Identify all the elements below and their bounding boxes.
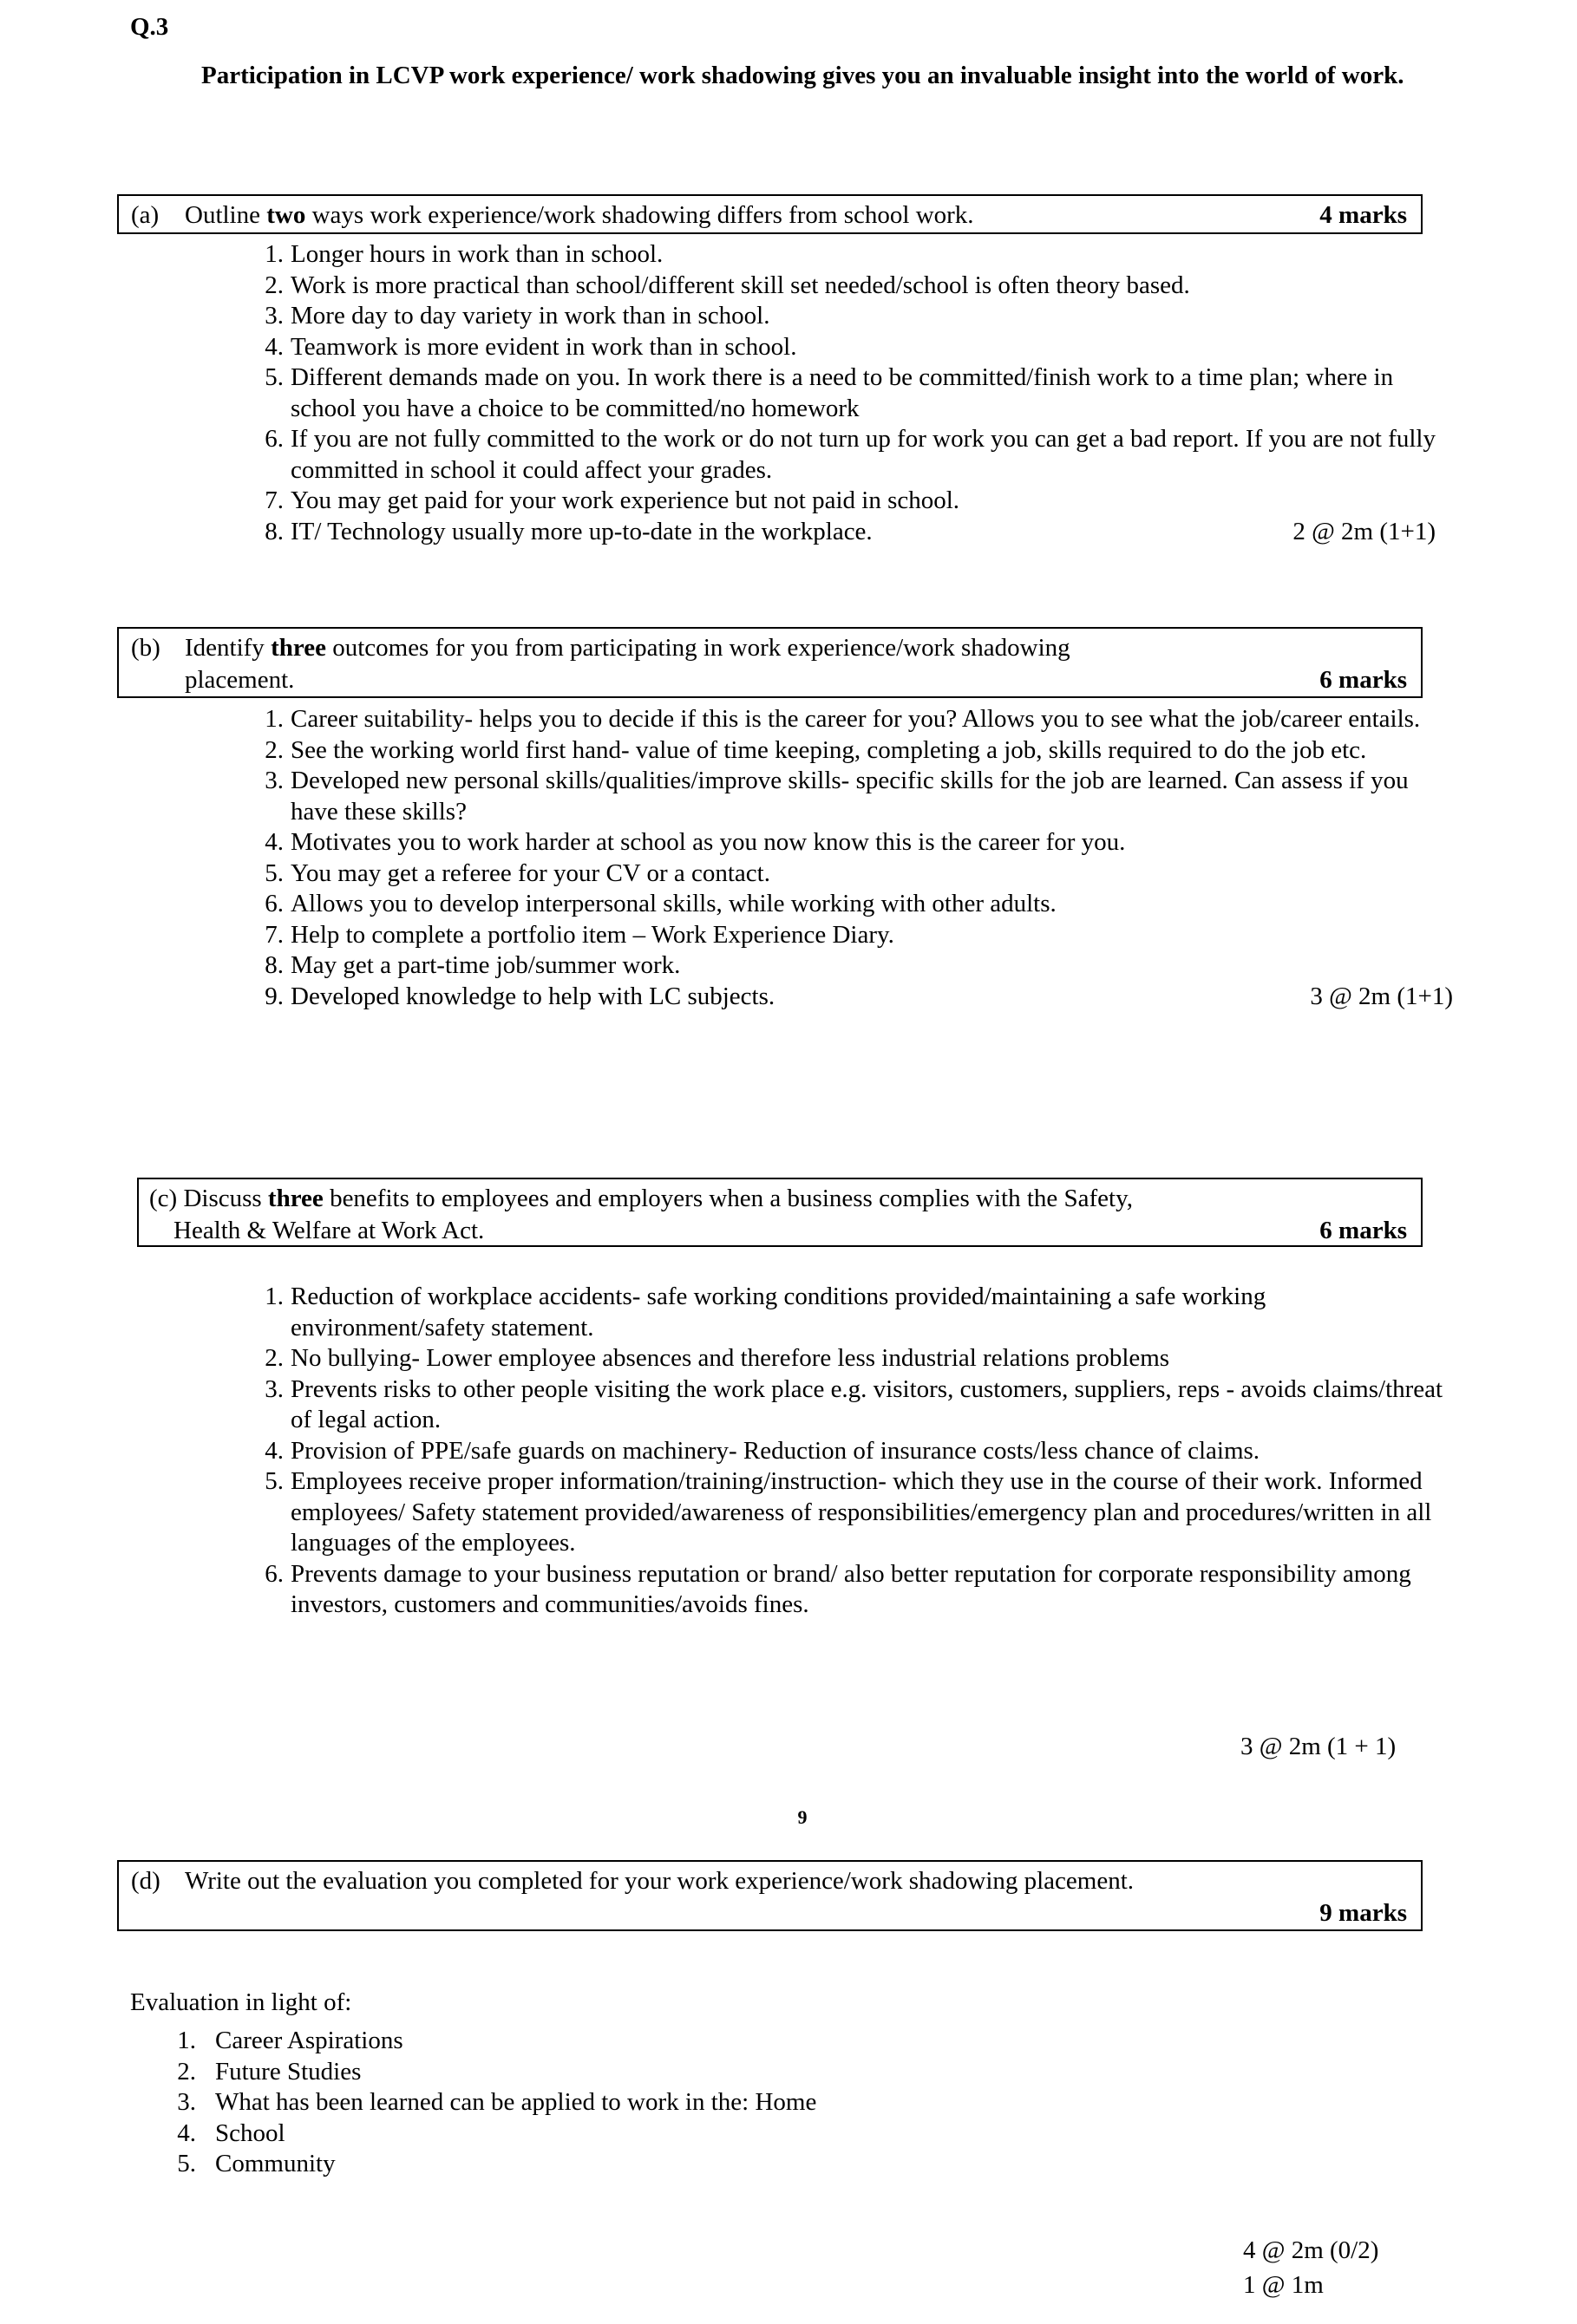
part-c-question-box: [137, 1178, 1423, 1247]
list-item: [256, 920, 1453, 951]
list-text: See the working world first hand- value of time keeping, completing a job, skills required to do the job etc.: [291, 735, 1367, 764]
list-number: 6.: [265, 890, 284, 918]
list-number: 2.: [177, 2057, 196, 2086]
list-number: 2.: [265, 271, 284, 299]
part-a-question-box: [117, 194, 1423, 234]
list-item: [256, 982, 1453, 1013]
part-b-prompt-before: Identify: [185, 634, 272, 662]
list-number: 7.: [265, 486, 284, 515]
list-text: Career suitability- helps you to decide if this is the career for you? Allows you to see what the job/career entails.: [291, 705, 1421, 733]
part-b-prompt-line2: placement.: [185, 665, 295, 694]
part-c-answer-list: [256, 1282, 1453, 1621]
part-c-prompt-after: benefits to employees and employers when a business complies with the Safety,: [323, 1185, 1133, 1212]
list-item: [256, 332, 1436, 363]
list-number: 8.: [265, 951, 284, 980]
list-text: Allows you to develop interpersonal skills, while working with other adults.: [291, 890, 1057, 918]
part-b-prompt-after: outcomes for you from participating in work experience/work shadowing: [325, 634, 1070, 662]
list-text: IT/ Technology usually more up-to-date in the workplace.: [291, 517, 873, 545]
list-item: [256, 271, 1436, 302]
list-number: 5.: [177, 2150, 196, 2178]
list-number: 3.: [265, 302, 284, 330]
list-text: Different demands made on you. In work there is a need to be committed/finish work to a time plan; where in school you have a choice to be committed/no homework: [291, 363, 1394, 422]
part-b-prompt-row2: [131, 664, 1412, 696]
list-item: [256, 766, 1453, 827]
list-number: 5.: [265, 1467, 284, 1496]
list-text: Motivates you to work harder at school as you now know this is the career for you.: [291, 828, 1126, 857]
part-c-tag: (c): [149, 1185, 178, 1212]
part-b-marks: 6 marks: [1319, 665, 1407, 694]
list-text: Community: [215, 2150, 336, 2178]
part-b-prompt-bold: three: [271, 634, 326, 662]
list-text: Career Aspirations: [215, 2027, 403, 2054]
list-text: Reduction of workplace accidents- safe working conditions provided/maintaining a safe working environment/safety statement.: [291, 1283, 1266, 1342]
list-number: 6.: [265, 425, 284, 454]
page-number: 9: [797, 1806, 808, 1828]
list-number: 2.: [265, 735, 284, 764]
list-number: 3.: [265, 767, 284, 795]
list-item: [165, 2026, 1206, 2057]
part-d-answer-list: [165, 2026, 1206, 2180]
part-d-question-box: [117, 1860, 1423, 1931]
list-number: 4.: [265, 828, 284, 857]
list-item: [256, 950, 1453, 982]
part-d-allocation-line2: 1 @ 1m: [1243, 2271, 1324, 2299]
list-item: [256, 735, 1453, 767]
list-text: Help to complete a portfolio item – Work Experience Diary.: [291, 920, 894, 949]
part-b-prompt-row: [131, 632, 1412, 664]
list-text: School: [215, 2118, 285, 2147]
part-d-prompt: Write out the evaluation you completed for your work experience/work shadowing placement.: [185, 1867, 1135, 1895]
part-d-marks-row: [131, 1897, 1412, 1929]
list-item: [256, 362, 1436, 424]
part-a-prompt-row: [131, 199, 1412, 232]
list-item: [256, 424, 1436, 486]
list-text: What has been learned can be applied to work in the: Home: [215, 2088, 817, 2117]
list-item: [256, 301, 1436, 332]
list-text: Prevents risks to other people visiting the work place e.g. visitors, customers, suppliers, reps - avoids claims/threat of legal action.: [291, 1374, 1443, 1434]
list-text: If you are not fully committed to the work or do not turn up for work you can get a bad report. If you are not fully committed in school it could affect your grades.: [291, 425, 1436, 484]
list-text: Work is more practical than school/different skill set needed/school is often theory based.: [291, 271, 1190, 299]
list-text: Developed new personal skills/qualities/improve skills- specific skills for the job are learned. Can assess if you have these skills?: [291, 767, 1409, 826]
part-b-question-box: [117, 627, 1423, 698]
list-text: You may get a referee for your CV or a contact.: [291, 858, 770, 887]
part-c-prompt-row2: [149, 1215, 1412, 1247]
list-number: 1.: [265, 1283, 284, 1310]
list-text: Teamwork is more evident in work than in school.: [291, 332, 797, 361]
part-d-allocation-line1: 4 @ 2m (0/2): [1243, 2236, 1379, 2264]
part-c-prompt-row: [149, 1183, 1412, 1215]
list-item: [256, 1436, 1453, 1467]
list-number: 3.: [265, 1374, 284, 1403]
list-item: [165, 2087, 1206, 2118]
list-text: May get a part-time job/summer work.: [291, 951, 681, 980]
list-number: 2.: [265, 1344, 284, 1373]
list-item: [165, 2057, 1206, 2088]
list-text: Employees receive proper information/training/instruction- which they use in the course of their work. Informed employees/ Safety statement provided/awareness of responsibilities/emergency plan and procedures/written in all languages of the employees.: [291, 1467, 1432, 1557]
part-b-allocation: 3 @ 2m (1+1): [1310, 982, 1453, 1010]
list-number: 6.: [265, 1559, 284, 1588]
part-a-answer-list: [256, 239, 1436, 547]
list-number: 1.: [177, 2027, 196, 2054]
list-item: [256, 1466, 1453, 1559]
list-text: Developed knowledge to help with LC subjects.: [291, 982, 775, 1010]
list-number: 1.: [265, 240, 284, 268]
part-c-prompt-line2: Health & Welfare at Work Act.: [173, 1216, 485, 1244]
list-item: [256, 704, 1453, 735]
part-d-marks: 9 marks: [1319, 1898, 1407, 1927]
part-c-prompt-bold: three: [267, 1185, 324, 1212]
list-text: More day to day variety in work than in school.: [291, 302, 770, 330]
list-number: 1.: [265, 705, 284, 733]
list-item: [256, 1374, 1453, 1436]
list-number: 5.: [265, 363, 284, 392]
list-number: 4.: [177, 2118, 196, 2147]
list-number: 5.: [265, 858, 284, 887]
list-number: 4.: [265, 332, 284, 361]
list-item: [256, 517, 1436, 548]
part-b-answer-list: [256, 704, 1453, 1012]
list-text: Prevents damage to your business reputation or brand/ also better reputation for corporate responsibility among investors, customers and communities/avoids fines.: [291, 1559, 1411, 1619]
part-b-tag: (b): [131, 634, 160, 662]
list-text: No bullying- Lower employee absences and therefore less industrial relations problems: [291, 1344, 1170, 1373]
part-c-marks: 6 marks: [1319, 1216, 1407, 1244]
part-a-allocation: 2 @ 2m (1+1): [1292, 517, 1436, 545]
evaluation-intro: Evaluation in light of:: [130, 1988, 352, 2016]
list-item: [256, 1559, 1453, 1621]
part-a-tag: (a): [131, 201, 160, 229]
list-item: [256, 827, 1453, 858]
list-item: [165, 2118, 1206, 2150]
list-number: 8.: [265, 517, 284, 545]
list-text: You may get paid for your work experience but not paid in school.: [291, 486, 960, 515]
question-label: Q.3: [130, 13, 169, 41]
part-d-prompt-row: [131, 1865, 1412, 1897]
list-item: [165, 2149, 1206, 2180]
list-item: [256, 889, 1453, 920]
part-d-tag: (d): [131, 1867, 160, 1895]
part-a-prompt-bold: two: [266, 201, 306, 229]
list-item: [256, 858, 1453, 890]
part-c-prompt-before: Discuss: [183, 1185, 268, 1212]
list-item: [256, 239, 1436, 271]
list-item: [256, 1282, 1453, 1343]
list-text: Provision of PPE/safe guards on machinery- Reduction of insurance costs/less chance of claims.: [291, 1436, 1260, 1465]
question-heading: Participation in LCVP work experience/ work shadowing gives you an invaluable insight into the world of work.: [201, 62, 1404, 89]
list-number: 3.: [177, 2088, 196, 2117]
part-a-prompt-before: Outline: [185, 201, 267, 229]
list-number: 4.: [265, 1436, 284, 1465]
part-a-marks: 4 marks: [1319, 201, 1407, 229]
list-number: 9.: [265, 982, 284, 1010]
list-text: Future Studies: [215, 2057, 362, 2086]
list-item: [256, 486, 1436, 517]
list-item: [256, 1343, 1453, 1374]
list-text: Longer hours in work than in school.: [291, 240, 664, 268]
part-c-allocation: 3 @ 2m (1 + 1): [1240, 1733, 1397, 1760]
list-number: 7.: [265, 920, 284, 949]
part-a-prompt-after: ways work experience/work shadowing differs from school work.: [305, 201, 974, 229]
